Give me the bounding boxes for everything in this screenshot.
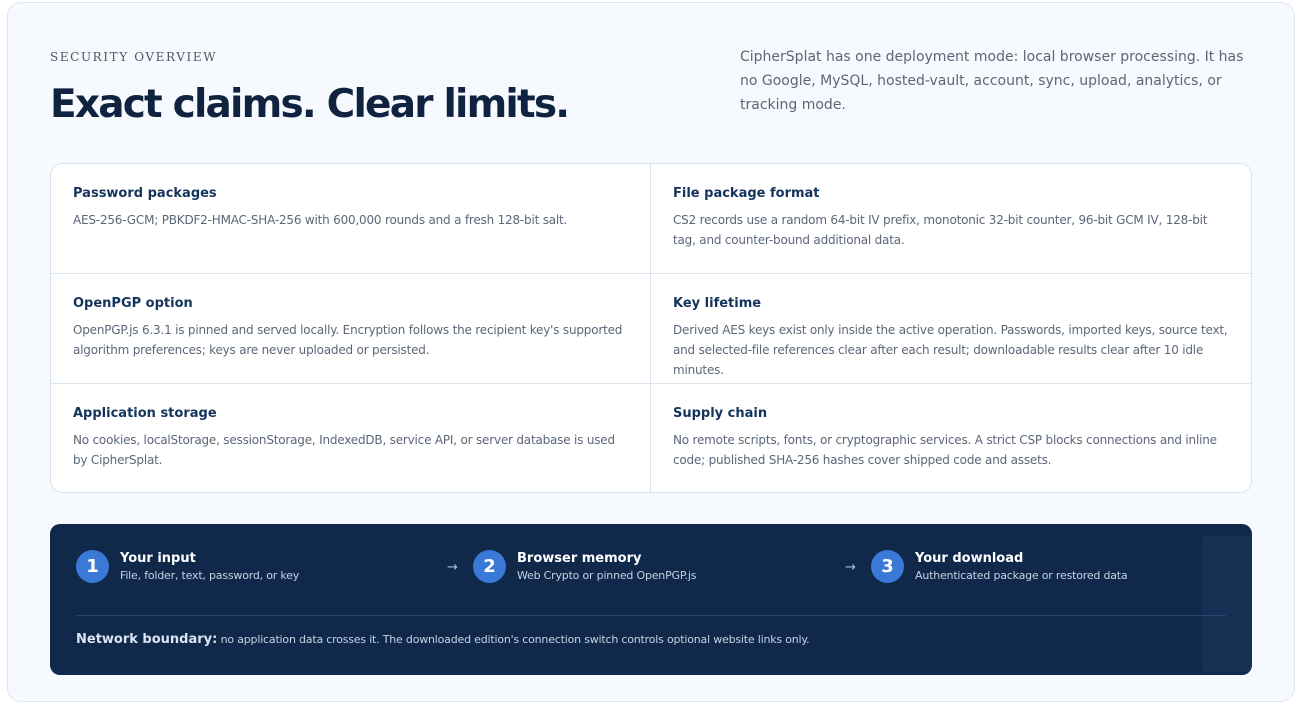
claim-card-password-packages <box>51 164 651 274</box>
claim-card-file-package-format <box>651 164 1251 274</box>
arrow-right-icon: → <box>447 560 458 575</box>
card-body: Derived AES keys exist only inside the active operation. Passwords, imported keys, source text, and selected-file references clear after each result; downloadable results clear after 10 idle minutes. <box>673 323 1228 377</box>
claims-grid <box>50 163 1252 493</box>
step-title: Your download <box>915 551 1024 566</box>
card-title: File package format <box>673 186 820 201</box>
step-subtitle: File, folder, text, password, or key <box>120 569 300 582</box>
step-number-badge: 3 <box>871 550 904 583</box>
claim-card-supply-chain <box>651 384 1251 493</box>
network-boundary-note <box>76 632 809 647</box>
section-eyebrow: SECURITY OVERVIEW <box>50 50 218 64</box>
card-title: Application storage <box>73 406 217 421</box>
intro-text: CipherSplat has one deployment mode: local browser processing. It has no Google, MySQL, hosted-vault, account, sync, upload, analytics, or tracking mode. <box>740 49 1244 113</box>
step-title: Your input <box>120 551 196 566</box>
card-title: Password packages <box>73 186 217 201</box>
step-subtitle: Authenticated package or restored data <box>915 569 1128 582</box>
card-title: Supply chain <box>673 406 768 421</box>
page-title: Exact claims. Clear limits. <box>50 82 569 127</box>
flow-step-download <box>871 550 1127 583</box>
claim-card-key-lifetime <box>651 274 1251 384</box>
card-body: CS2 records use a random 64-bit IV prefix, monotonic 32-bit counter, 96-bit GCM IV, 128-bit tag, and counter-bound additional data. <box>673 213 1208 247</box>
card-title: Key lifetime <box>673 296 762 311</box>
network-boundary-label: Network boundary: <box>76 632 218 647</box>
card-body: No remote scripts, fonts, or cryptographic services. A strict CSP blocks connections and inline code; published SHA-256 hashes cover shipped code and assets. <box>673 433 1217 467</box>
flow-step-browser-memory <box>473 550 696 583</box>
card-body: No cookies, localStorage, sessionStorage, IndexedDB, service API, or server database is used by CipherSplat. <box>73 433 615 467</box>
step-number-badge: 2 <box>473 550 506 583</box>
card-title: OpenPGP option <box>73 296 193 311</box>
step-title: Browser memory <box>517 551 642 566</box>
data-flow-panel <box>50 524 1252 675</box>
faded-overlay-menu <box>1202 536 1252 672</box>
network-boundary-text: no application data crosses it. The downloaded edition's connection switch controls optional website links only. <box>217 633 810 646</box>
claim-card-openpgp-option <box>51 274 651 384</box>
flow-step-input <box>76 550 299 583</box>
flow-divider <box>76 615 1226 616</box>
claim-card-application-storage <box>51 384 651 493</box>
arrow-right-icon: → <box>845 560 856 575</box>
card-body: AES-256-GCM; PBKDF2-HMAC-SHA-256 with 600,000 rounds and a fresh 128-bit salt. <box>73 213 568 227</box>
step-subtitle: Web Crypto or pinned OpenPGP.js <box>517 569 697 582</box>
step-number-badge: 1 <box>76 550 109 583</box>
card-body: OpenPGP.js 6.3.1 is pinned and served locally. Encryption follows the recipient key's supported algorithm preferences; keys are never uploaded or persisted. <box>73 323 623 357</box>
